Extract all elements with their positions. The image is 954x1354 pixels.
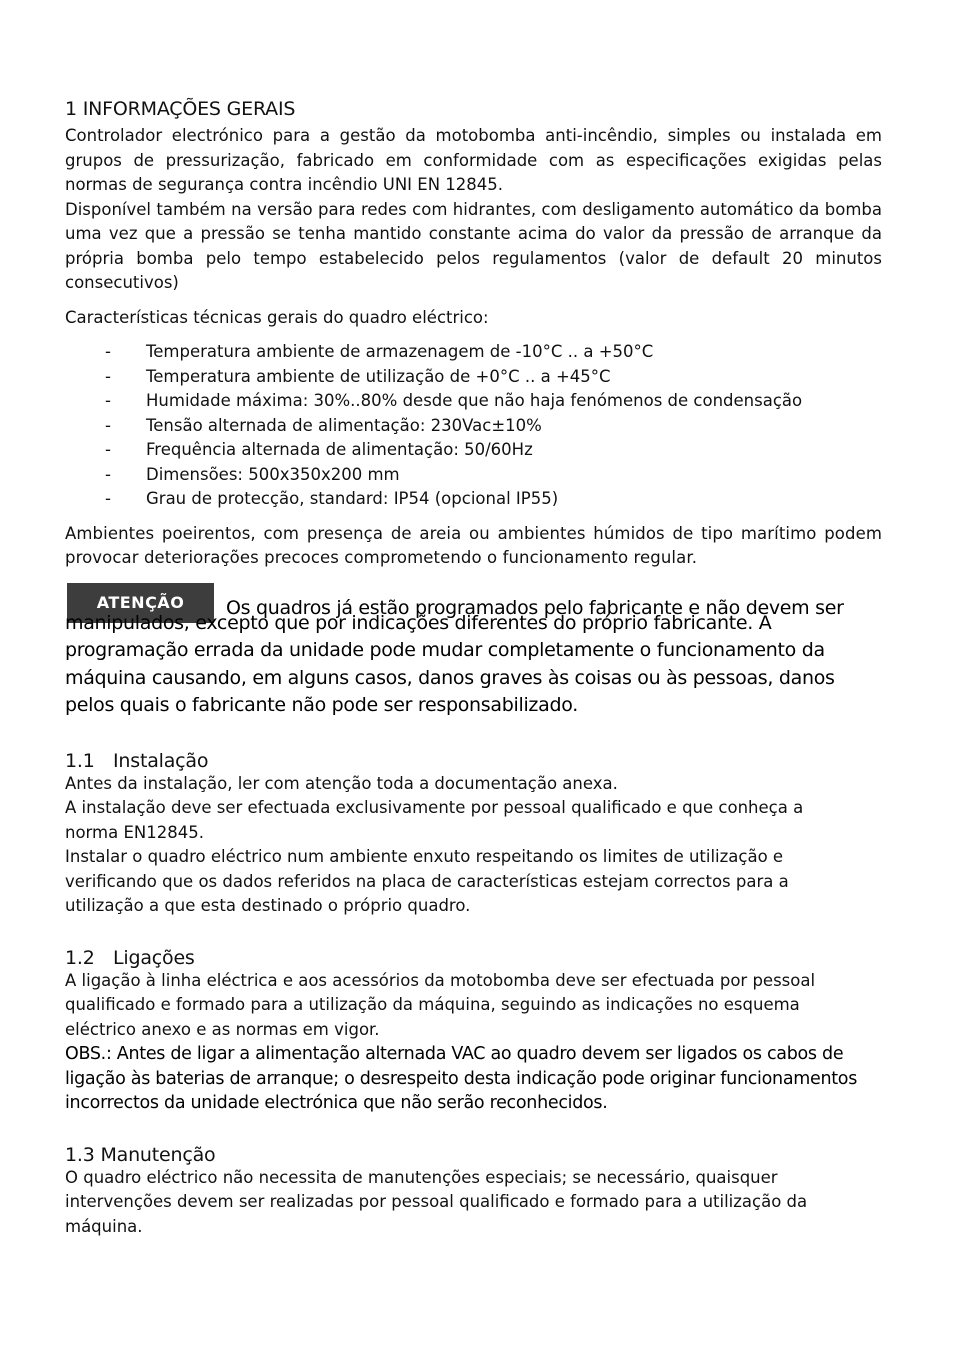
dash-bullet: - xyxy=(105,391,111,410)
spec-item: - Grau de protecção, standard: IP54 (opcional IP55) xyxy=(65,487,882,512)
warning-badge: ATENÇÃO xyxy=(67,583,214,623)
dash-bullet: - xyxy=(105,366,111,386)
spec-item: - Temperatura ambiente de utilização de +0°C .. a +45°C xyxy=(65,365,882,390)
installation-line: Antes da instalação, ler com atenção toda a documentação anexa. xyxy=(65,773,618,793)
dash-bullet: - xyxy=(105,464,111,484)
spec-item: - Frequência alternada de alimentação: 50/60Hz xyxy=(65,438,882,463)
dash-bullet: - xyxy=(105,342,111,361)
spec-list xyxy=(65,340,882,512)
warning-first-line: Os quadros já estão programados pelo fabricante e não devem ser xyxy=(226,596,844,619)
dash-bullet: - xyxy=(105,415,111,435)
section-number: 1.2 xyxy=(65,946,95,969)
environment-note: Ambientes poeirentos, com presença de areia ou ambientes húmidos de tipo marítimo podem provocar deteriorações precoces comprometendo o funcionamento regular. xyxy=(65,523,882,567)
spec-item: - Dimensões: 500x350x200 mm xyxy=(65,463,882,488)
section-1-title: 1 INFORMAÇÕES GERAIS xyxy=(65,98,296,120)
section-title: Instalação xyxy=(113,749,209,772)
section-number: 1.1 xyxy=(65,749,95,772)
spec-item: - Temperatura ambiente de armazenagem de -10°C .. a +50°C xyxy=(65,340,882,365)
warning-block xyxy=(65,583,882,720)
spec-intro: Características técnicas gerais do quadro eléctrico: xyxy=(65,307,489,327)
installation-line: Instalar o quadro eléctrico num ambiente enxuto respeitando os limites de utilização e verificando que os dados referidos na placa de características estejam correctos para a utilização a que esta destinado o próprio quadro. xyxy=(65,847,789,915)
installation-line: A instalação deve ser efectuada exclusivamente por pessoal qualificado e que conheça a norma EN12845. xyxy=(65,798,804,842)
dash-bullet: - xyxy=(105,489,111,508)
dash-bullet: - xyxy=(105,440,111,459)
section-1-2-heading xyxy=(65,947,882,969)
connections-obs: OBS.: Antes de ligar a alimentação alternada VAC ao quadro devem ser ligados os cabos de ligação às baterias de arranque; o desrespeito desta indicação pode originar funcionamentos incorrectos da unidade electrónica que não serão reconhecidos. xyxy=(65,1044,858,1113)
document-page xyxy=(65,98,882,1239)
connections-text: A ligação à linha eléctrica e aos acessórios da motobomba deve ser efectuada por pessoal qualificado e formado para a utilização da máquina, seguindo as indicações no esquema eléctrico anexo e as normas em vigor. xyxy=(65,970,816,1039)
maintenance-text: O quadro eléctrico não necessita de manutenções especiais; se necessário, quaisquer intervenções devem ser realizadas por pessoal qualificado e formado para a utilização da máquina. xyxy=(65,1167,808,1236)
section-1-3-heading: 1.3 Manutenção xyxy=(65,1143,216,1166)
section-1-2 xyxy=(65,947,882,1116)
section-title: Ligações xyxy=(113,946,195,969)
section-1-1-heading xyxy=(65,750,882,772)
section-1-1 xyxy=(65,750,882,919)
section-1-3 xyxy=(65,1144,882,1240)
section-1-hydrant-version: Disponível também na versão para redes com hidrantes, com desligamento automático da bomba uma vez que a pressão se tenha mantido constante acima do valor da pressão de arranque da própria bomba pelo tempo estabelecido pelos regulamentos (valor de default 20 minutos consecutivos) xyxy=(65,199,882,292)
spec-item: - Humidade máxima: 30%..80% desde que não haja fenómenos de condensação xyxy=(65,389,882,414)
spec-item: - Tensão alternada de alimentação: 230Vac±10% xyxy=(65,414,882,439)
section-1-intro: Controlador electrónico para a gestão da motobomba anti-incêndio, simples ou instalada em grupos de pressurização, fabricado em conformidade com as especificações exigidas pelas normas de segurança contra incêndio UNI EN 12845. xyxy=(65,126,882,194)
warning-text: manipulados, excepto que por indicações diferentes do próprio fabricante. A programação errada da unidade pode mudar completamente o funcionamento da máquina causando, em alguns casos, danos graves às coisas ou às pessoas, danos pelos quais o fabricante não pode ser responsabilizado. xyxy=(65,611,835,716)
